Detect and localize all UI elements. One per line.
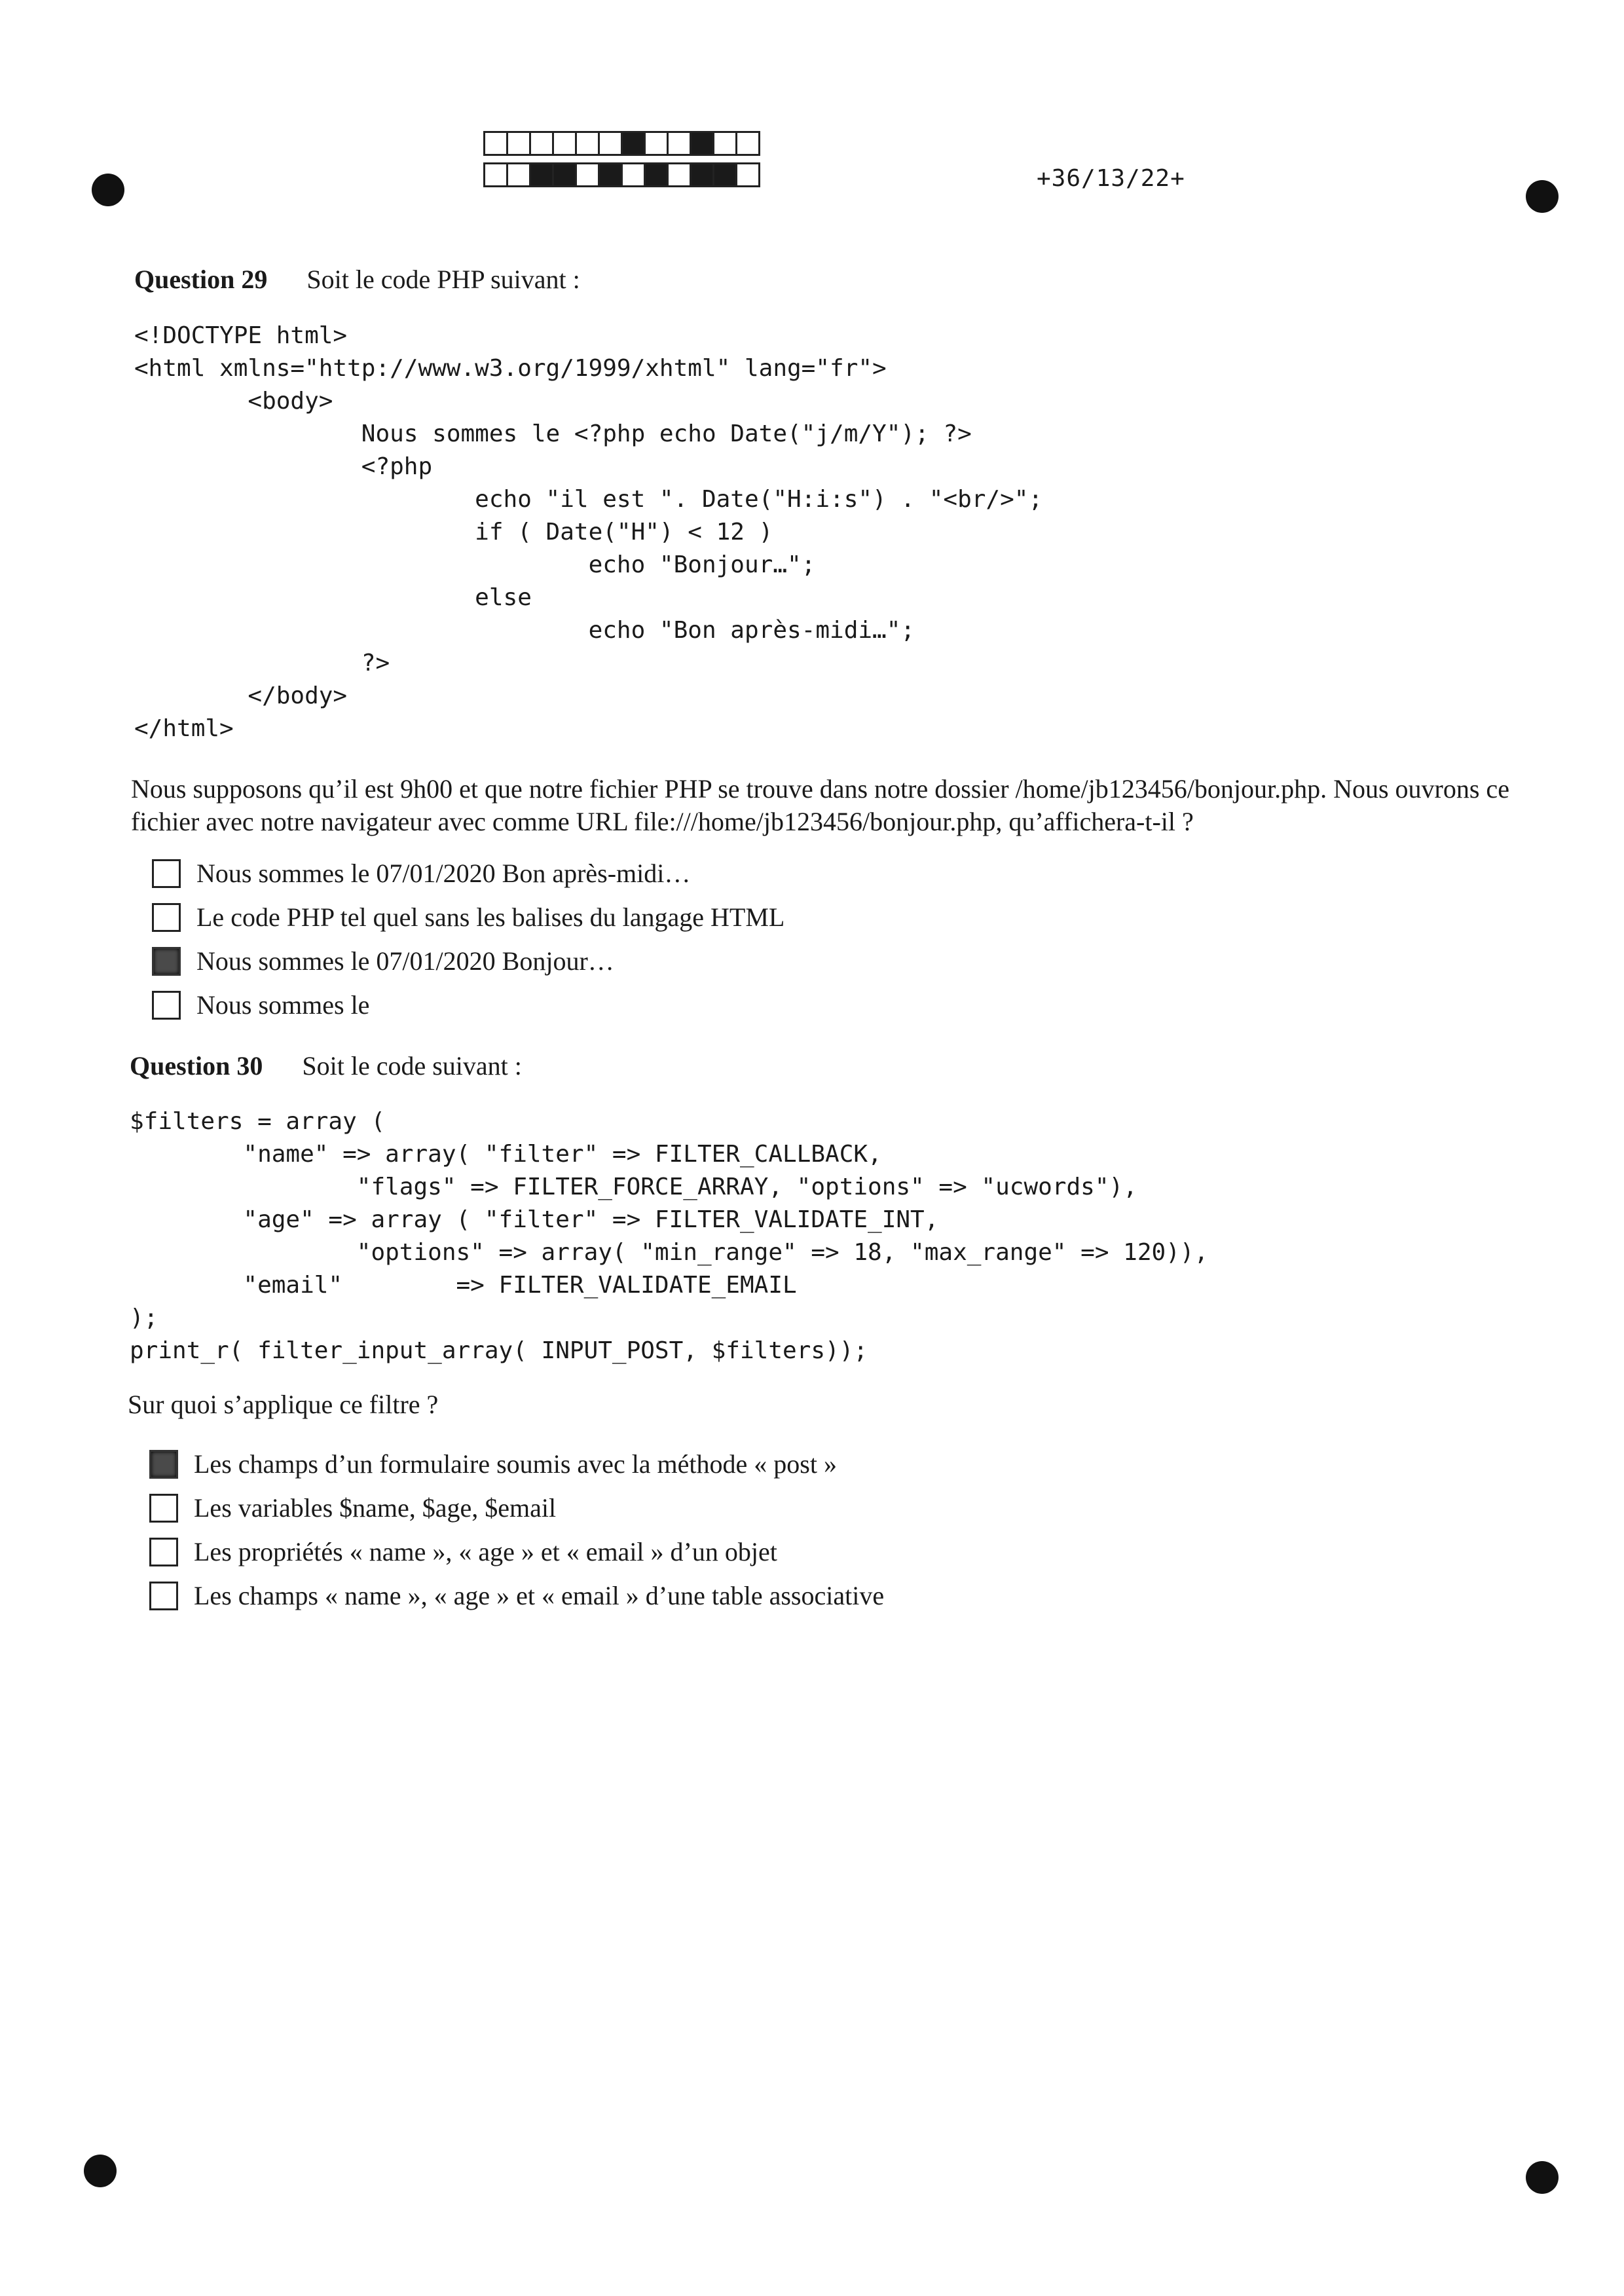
barcode-cell	[506, 131, 531, 156]
code-line: </body>	[134, 682, 348, 709]
code-line: "options" => array( "min_range" => 18, "max_range" => 120)),	[130, 1239, 1209, 1266]
barcode-cell	[735, 131, 760, 156]
barcode-cell	[483, 131, 508, 156]
code-line: <body>	[134, 388, 333, 415]
code-line: </html>	[134, 715, 234, 742]
answer-choice[interactable]	[152, 939, 784, 983]
barcode-cell	[598, 162, 623, 187]
code-line: if ( Date("H") < 12 )	[134, 519, 773, 546]
checkbox-checked[interactable]	[152, 947, 181, 976]
checkbox[interactable]	[152, 991, 181, 1020]
checkbox[interactable]	[149, 1538, 178, 1566]
code-line: ?>	[134, 650, 390, 676]
question-29-choices	[152, 851, 784, 1027]
answer-choice-label: Les champs d’un formulaire soumis avec la méthode « post »	[194, 1449, 837, 1479]
answer-choice[interactable]	[152, 983, 784, 1027]
answer-choice-label: Les champs « name », « age » et « email » d’une table associative	[194, 1581, 885, 1610]
answer-choice[interactable]	[149, 1442, 884, 1486]
barcode-cell	[598, 131, 623, 156]
registration-mark-top-right	[1526, 180, 1559, 213]
checkbox[interactable]	[149, 1582, 178, 1610]
question-29-title	[134, 264, 580, 295]
barcode-cell	[712, 162, 737, 187]
barcode-cell	[575, 162, 600, 187]
question-30-body: Sur quoi s’applique ce filtre ?	[128, 1390, 439, 1419]
answer-choice[interactable]	[149, 1574, 884, 1618]
code-line: else	[134, 584, 532, 611]
question-29-body: Nous supposons qu’il est 9h00 et que notre fichier PHP se trouve dans notre dossier /home/jb123456/bonjour.php. Nous ouvrons ce fichier avec notre navigateur avec comme URL file:///home/jb123456/bonjour.php, qu’affichera-t-il ?	[131, 774, 1509, 836]
question-number: Question 30	[130, 1051, 263, 1081]
answer-choice-label: Nous sommes le	[196, 990, 370, 1020]
code-line: $filters = array (	[130, 1108, 386, 1135]
code-line: echo "Bonjour…";	[134, 551, 816, 578]
code-line: <!DOCTYPE html>	[134, 322, 348, 349]
answer-choice[interactable]	[149, 1530, 884, 1574]
barcode-cell	[690, 131, 714, 156]
question-number: Question 29	[134, 265, 268, 294]
registration-mark-bottom-left	[84, 2155, 117, 2187]
question-prompt: Soit le code PHP suivant :	[306, 265, 580, 294]
barcode-cell	[667, 131, 692, 156]
barcode-cell	[575, 131, 600, 156]
registration-mark-bottom-right	[1526, 2161, 1559, 2194]
answer-choice-label: Les variables $name, $age, $email	[194, 1493, 557, 1523]
answer-choice-label: Nous sommes le 07/01/2020 Bon après-midi…	[196, 859, 691, 888]
barcode-cell	[644, 162, 669, 187]
page-code: +36/13/22+	[1037, 165, 1185, 192]
code-line: "flags" => FILTER_FORCE_ARRAY, "options" => "ucwords"),	[130, 1174, 1137, 1200]
barcode-cell	[690, 162, 714, 187]
question-prompt: Soit le code suivant :	[302, 1051, 522, 1081]
barcode-cell	[667, 162, 692, 187]
barcode-cell	[552, 162, 577, 187]
code-line: "name" => array( "filter" => FILTER_CALLBACK,	[130, 1141, 882, 1168]
checkbox[interactable]	[152, 903, 181, 932]
answer-choice-label: Nous sommes le 07/01/2020 Bonjour…	[196, 946, 614, 976]
answer-choice[interactable]	[149, 1486, 884, 1530]
answer-choice[interactable]	[152, 895, 784, 939]
answer-choice[interactable]	[152, 851, 784, 895]
code-line: print_r( filter_input_array( INPUT_POST, $filters));	[130, 1337, 868, 1364]
code-line: <html xmlns="http://www.w3.org/1999/xhtml" lang="fr">	[134, 355, 887, 382]
question-30-title	[130, 1050, 522, 1081]
barcode-cell	[712, 131, 737, 156]
answer-choice-label: Le code PHP tel quel sans les balises du langage HTML	[196, 902, 785, 932]
barcode-bottom-row	[483, 162, 758, 187]
code-line: "age" => array ( "filter" => FILTER_VALIDATE_INT,	[130, 1206, 939, 1233]
barcode-cell	[529, 162, 554, 187]
barcode-cell	[621, 162, 646, 187]
checkbox-checked[interactable]	[149, 1450, 178, 1479]
checkbox[interactable]	[152, 859, 181, 888]
barcode-cell	[621, 131, 646, 156]
registration-mark-top-left	[92, 174, 124, 206]
barcode-cell	[735, 162, 760, 187]
code-line: Nous sommes le <?php echo Date("j/m/Y"); ?>	[134, 420, 972, 447]
barcode-cell	[529, 131, 554, 156]
question-30-choices	[149, 1442, 884, 1618]
answer-choice-label: Les propriétés « name », « age » et « email » d’un objet	[194, 1537, 777, 1566]
code-line: <?php	[134, 453, 433, 480]
barcode-cell	[483, 162, 508, 187]
code-line: echo "il est ". Date("H:i:s") . "<br/>";	[134, 486, 1043, 513]
checkbox[interactable]	[149, 1494, 178, 1523]
barcode-cell	[506, 162, 531, 187]
barcode-top-row	[483, 131, 758, 156]
code-line: echo "Bon après-midi…";	[134, 617, 915, 644]
code-line: "email" => FILTER_VALIDATE_EMAIL	[130, 1272, 797, 1299]
question-30-code	[130, 1105, 1208, 1367]
barcode-cell	[644, 131, 669, 156]
question-29-code	[134, 320, 1043, 745]
barcode-cell	[552, 131, 577, 156]
code-line: );	[130, 1305, 158, 1331]
